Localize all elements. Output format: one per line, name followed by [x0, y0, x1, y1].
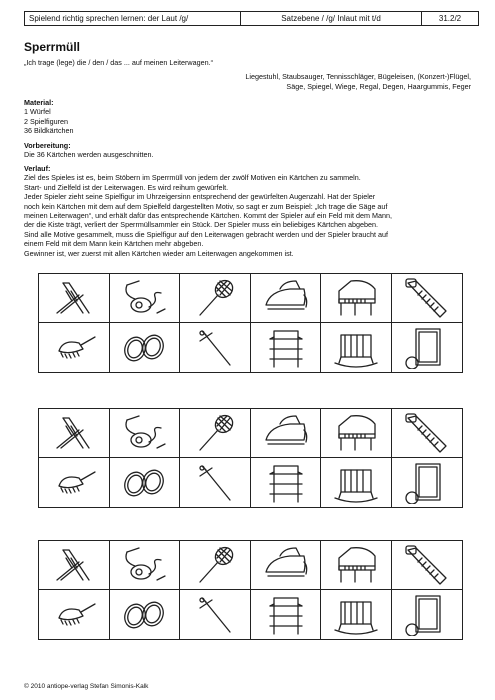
picture-card [392, 541, 463, 590]
picture-card [180, 274, 251, 323]
vorbereitung-text: Die 36 Kärtchen werden ausgeschnitten. [24, 150, 154, 160]
deckchair-icon [49, 277, 99, 319]
grand-piano-icon [331, 544, 381, 586]
picture-card [392, 409, 463, 458]
tennis-racket-icon [190, 544, 240, 586]
iron-icon [260, 412, 310, 454]
picture-card [110, 323, 181, 372]
verlauf-section [24, 164, 392, 258]
picture-card [392, 590, 463, 639]
cradle-icon [331, 594, 381, 636]
picture-card [251, 274, 322, 323]
picture-card [39, 274, 110, 323]
page-header [24, 11, 479, 26]
copyright-footer: © 2010 antiope-verlag Stefan Simonis-Kalk [24, 683, 149, 690]
header-right: 31.2/2 [438, 14, 462, 23]
cradle-icon [331, 462, 381, 504]
mirror-icon [402, 327, 452, 369]
iron-icon [260, 277, 310, 319]
picture-card [39, 409, 110, 458]
grand-piano-icon [331, 412, 381, 454]
picture-card [392, 323, 463, 372]
picture-card [110, 458, 181, 507]
picture-card [110, 590, 181, 639]
brush-icon [49, 462, 99, 504]
card-sheet-3 [38, 540, 463, 640]
tennis-racket-icon [190, 412, 240, 454]
header-middle: Satzebene / /g/ Inlaut mit t/d [241, 12, 422, 25]
verlauf-line: noch kein Kärtchen mit dem auf dem Spielfeld dargestellten Motiv, so sagt er zum Beispiel: „Ich trage die Säge auf [24, 201, 388, 211]
mirror-icon [402, 594, 452, 636]
picture-card [180, 541, 251, 590]
page-title: Sperrmüll [24, 40, 81, 54]
picture-card [321, 274, 392, 323]
deckchair-icon [49, 544, 99, 586]
hair-ties-icon [119, 327, 169, 369]
shelf-icon [260, 462, 310, 504]
vacuum-cleaner-icon [119, 277, 169, 319]
vacuum-cleaner-icon [119, 412, 169, 454]
grand-piano-icon [331, 277, 381, 319]
picture-card [392, 274, 463, 323]
picture-card [321, 541, 392, 590]
iron-icon [260, 544, 310, 586]
picture-card [39, 590, 110, 639]
verlauf-heading: Verlauf: [24, 164, 51, 173]
material-item: 2 Spielfiguren [24, 116, 68, 126]
picture-card [321, 323, 392, 372]
word-list-line-2: Säge, Spiegel, Wiege, Regal, Degen, Haargummis, Feger [286, 82, 471, 91]
picture-card [251, 323, 322, 372]
tennis-racket-icon [190, 277, 240, 319]
picture-card [39, 458, 110, 507]
picture-card [180, 323, 251, 372]
verlauf-line: der die Kiste trägt, verliert der Sperrmüllsammler ein Stück. Der Spieler muss ein beliebiges Kärtchen abgeben. [24, 220, 378, 230]
picture-card [321, 409, 392, 458]
sword-icon [190, 462, 240, 504]
picture-card [180, 590, 251, 639]
verlauf-line: meinen Leiterwagen“, und erhält dafür das entsprechende Kärtchen. Kommt der Spieler auf ein Feld mit dem Mann, [24, 211, 392, 221]
material-item: 1 Würfel [24, 107, 51, 117]
card-sheet-1 [38, 273, 463, 373]
saw-icon [402, 544, 452, 586]
picture-card [180, 458, 251, 507]
material-heading: Material: [24, 98, 54, 107]
word-list-line-1: Liegestuhl, Staubsauger, Tennisschläger, Bügeleisen, (Konzert-)Flügel, [245, 72, 471, 81]
card-sheet-2 [38, 408, 463, 508]
picture-card [110, 274, 181, 323]
picture-card [392, 458, 463, 507]
verlauf-line: Ziel des Spieles ist es, beim Stöbern im Sperrmüll von jedem der zwölf Motiven ein Kärtchen zu sammeln. [24, 173, 361, 183]
material-item: 36 Bildkärtchen [24, 126, 74, 136]
picture-card [251, 541, 322, 590]
material-section [24, 98, 74, 136]
cradle-icon [331, 327, 381, 369]
verlauf-line: Gewinner ist, wer zuerst mit allen Kärtchen wieder am Leiterwagen angekommen ist. [24, 248, 294, 258]
picture-card [321, 590, 392, 639]
sword-icon [190, 327, 240, 369]
header-left: Spielend richtig sprechen lernen: der Laut /g/ [25, 12, 241, 25]
verlauf-line: Start- und Zielfeld ist der Leiterwagen. Es wird reihum gewürfelt. [24, 182, 229, 192]
picture-card [251, 590, 322, 639]
verlauf-line: einem Feld mit dem Mann kein Kärtchen mehr abgeben. [24, 239, 204, 249]
verlauf-line: Jeder Spieler zieht seine Spielfigur im Uhrzeigersinn entsprechend der gewürfelten Augenzahl. Hat der Spieler [24, 192, 376, 202]
picture-card [180, 409, 251, 458]
deckchair-icon [49, 412, 99, 454]
verlauf-line: Sind alle Motive gesammelt, muss die Spielfigur auf den Leiterwagen gebracht werden und der Spieler braucht auf [24, 229, 388, 239]
hair-ties-icon [119, 594, 169, 636]
picture-card [110, 541, 181, 590]
picture-card [251, 409, 322, 458]
shelf-icon [260, 327, 310, 369]
saw-icon [402, 277, 452, 319]
vorbereitung-section [24, 141, 153, 160]
mirror-icon [402, 462, 452, 504]
picture-card [110, 409, 181, 458]
picture-card [321, 458, 392, 507]
picture-card [251, 458, 322, 507]
saw-icon [402, 412, 452, 454]
sword-icon [190, 594, 240, 636]
brush-icon [49, 327, 99, 369]
brush-icon [49, 594, 99, 636]
vorbereitung-heading: Vorbereitung: [24, 141, 71, 150]
picture-card [39, 323, 110, 372]
vacuum-cleaner-icon [119, 544, 169, 586]
picture-card [39, 541, 110, 590]
shelf-icon [260, 594, 310, 636]
intro-sentence: „Ich trage (lege) die / den / das ... auf meinen Leiterwagen.“ [24, 58, 213, 67]
hair-ties-icon [119, 462, 169, 504]
